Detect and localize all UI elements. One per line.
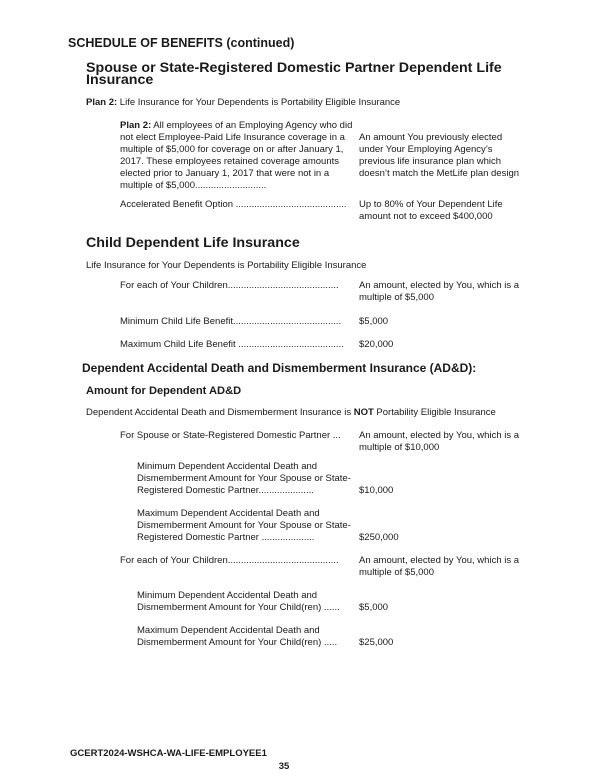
benefit-value: An amount, elected by You, which is a multiple of $10,000 <box>359 430 520 453</box>
benefit-label: Minimum Child Life Benefit......................................... <box>120 316 342 327</box>
adnd-intro-pre: Dependent Accidental Death and Dismemberment Insurance is <box>86 407 354 418</box>
benefit-label-text: All employees of an Employing Agency who did not elect Employee-Paid Life Insurance coverage in a multiple of $5,000 for coverage on or after January 1, 2017. These employees retained coverage amounts elected prior to January 1, 2017 that were not in a multiple of $5,000........................... <box>120 120 353 191</box>
benefit-label: Maximum Dependent Accidental Death and Dismemberment Amount for Your Spouse or State-Registered Domestic Partner .................... <box>137 508 351 543</box>
footer-document-code: GCERT2024-WSHCA-WA-LIFE-EMPLOYEE1 <box>70 748 267 759</box>
benefit-row-plan2 <box>120 120 540 192</box>
benefit-value: $5,000 <box>359 316 389 327</box>
benefit-value: $5,000 <box>359 602 389 613</box>
plan2-intro-label: Plan 2: <box>86 97 118 108</box>
benefit-label: Minimum Dependent Accidental Death and Dismemberment Amount for Your Spouse or State-Registered Domestic Partner..................... <box>137 461 351 496</box>
benefit-value: An amount You previously elected under Your Employing Agency’s previous life insurance plan which doesn’t match the MetLife plan design <box>359 132 520 179</box>
benefit-row-max-child-life <box>120 339 540 351</box>
page-footer <box>68 748 540 773</box>
adnd-intro-not: NOT <box>353 407 374 418</box>
adnd-section-heading: Dependent Accidental Death and Dismemberment Insurance (AD&D): <box>82 361 477 375</box>
benefit-label: For each of Your Children.......................................... <box>120 280 339 291</box>
benefit-value: An amount, elected by You, which is a multiple of $5,000 <box>359 555 520 578</box>
benefit-row-min-child-adnd <box>120 590 540 614</box>
benefit-row-max-spouse-adnd <box>120 508 540 544</box>
benefit-label: Maximum Child Life Benefit ........................................ <box>120 339 344 350</box>
adnd-subheading: Amount for Dependent AD&D <box>86 385 242 397</box>
adnd-intro-post: Portability Eligible Insurance <box>373 407 496 418</box>
benefit-row-min-child-life <box>120 316 540 328</box>
benefit-value: $250,000 <box>359 532 399 543</box>
page-number: 35 <box>278 761 290 772</box>
benefit-label: Maximum Dependent Accidental Death and Dismemberment Amount for Your Child(ren) ..... <box>137 625 338 648</box>
benefit-row-max-child-adnd <box>120 625 540 649</box>
section-child-dependent-life <box>68 237 540 351</box>
benefit-row-min-spouse-adnd <box>120 461 540 497</box>
child-section-intro: Life Insurance for Your Dependents is Portability Eligible Insurance <box>86 260 367 271</box>
adnd-intro-line <box>86 407 540 419</box>
benefit-label <box>120 120 359 192</box>
plan2-intro-line <box>86 97 540 109</box>
benefit-label: For Spouse or State-Registered Domestic Partner ... <box>120 430 341 441</box>
benefit-label: Minimum Dependent Accidental Death and Dismemberment Amount for Your Child(ren) ...... <box>137 590 340 613</box>
benefit-value: $20,000 <box>359 339 394 350</box>
section-dependent-adnd <box>68 361 540 649</box>
benefit-row-for-spouse-adnd <box>120 430 540 454</box>
benefit-value: An amount, elected by You, which is a multiple of $5,000 <box>359 280 520 303</box>
benefit-row-accelerated-benefit-option <box>120 199 540 223</box>
section-spouse-dependent-life <box>68 62 540 223</box>
child-section-heading: Child Dependent Life Insurance <box>86 235 300 251</box>
benefit-row-for-each-child-adnd <box>120 555 540 579</box>
plan2-intro-text: Life Insurance for Your Dependents is Portability Eligible Insurance <box>117 97 401 108</box>
benefit-label: For each of Your Children.......................................... <box>120 555 339 566</box>
page-title: SCHEDULE OF BENEFITS (continued) <box>68 36 295 50</box>
benefit-value: $25,000 <box>359 637 394 648</box>
benefit-row-for-each-child <box>120 280 540 304</box>
benefit-label-bold-prefix: Plan 2: <box>120 120 152 131</box>
benefit-value: $10,000 <box>359 485 394 496</box>
benefit-value: Up to 80% of Your Dependent Life amount not to exceed $400,000 <box>359 199 503 222</box>
benefit-label: Accelerated Benefit Option .......................................... <box>120 199 347 210</box>
spouse-section-heading: Spouse or State-Registered Domestic Partner Dependent Life Insurance <box>86 60 502 88</box>
